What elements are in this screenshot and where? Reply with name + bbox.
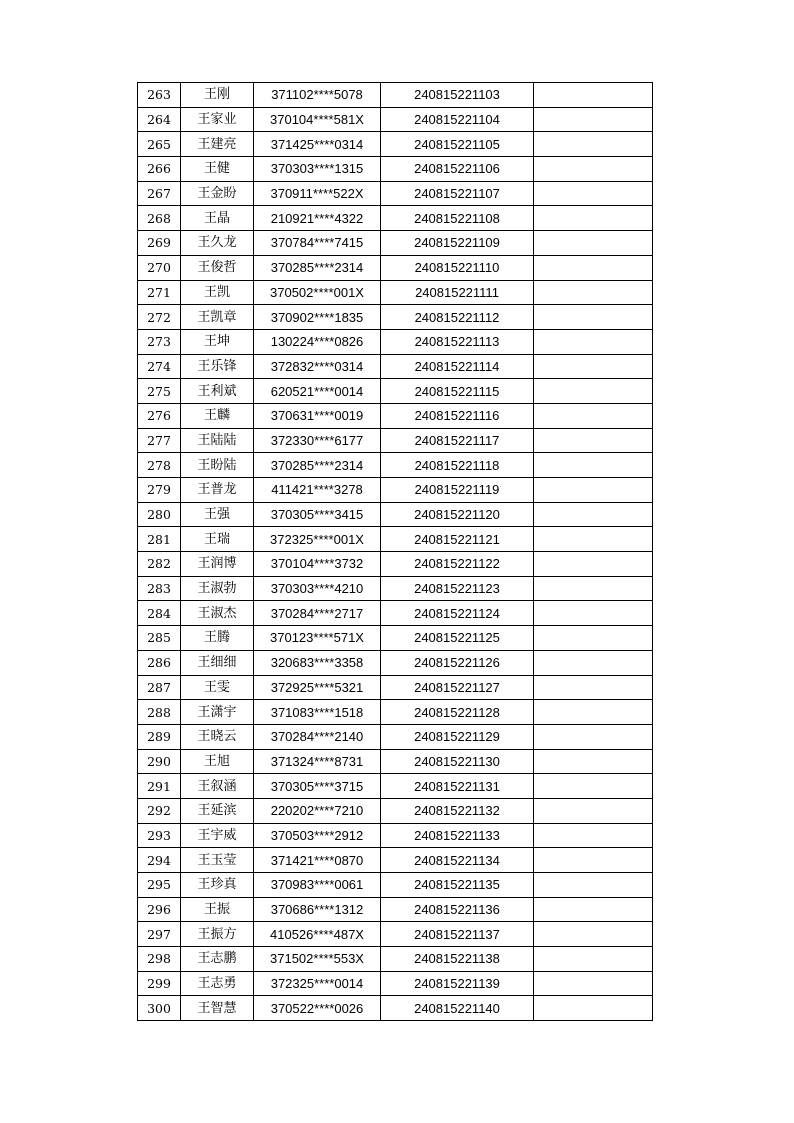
table-row [138,329,653,354]
note-cell [534,206,653,231]
name-cell: 王凯章 [181,305,254,330]
id-number-cell: 370284****2140 [254,724,381,749]
candidate-table [137,82,653,1021]
name-cell: 王久龙 [181,231,254,256]
name-cell: 王淑杰 [181,601,254,626]
note-cell [534,996,653,1021]
id-number-cell: 370123****571X [254,626,381,651]
id-number-cell: 370522****0026 [254,996,381,1021]
id-number-cell: 370784****7415 [254,231,381,256]
candidate-table-body [138,83,653,1021]
table-row [138,280,653,305]
table-row [138,453,653,478]
name-cell: 王振 [181,897,254,922]
table-row [138,502,653,527]
name-cell: 王志勇 [181,971,254,996]
name-cell: 王金盼 [181,181,254,206]
note-cell [534,700,653,725]
table-row [138,379,653,404]
name-cell: 王瑞 [181,527,254,552]
id-number-cell: 370983****0061 [254,873,381,898]
note-cell [534,453,653,478]
name-cell: 王延滨 [181,798,254,823]
id-number-cell: 370285****2314 [254,453,381,478]
note-cell [534,947,653,972]
row-number-cell: 273 [138,329,181,354]
id-number-cell: 370911****522X [254,181,381,206]
table-row [138,823,653,848]
ticket-number-cell: 240815221123 [381,576,534,601]
id-number-cell: 220202****7210 [254,798,381,823]
name-cell: 王家业 [181,107,254,132]
row-number-cell: 286 [138,650,181,675]
name-cell: 王强 [181,502,254,527]
table-row [138,700,653,725]
note-cell [534,774,653,799]
note-cell [534,971,653,996]
id-number-cell: 370104****581X [254,107,381,132]
id-number-cell: 371502****553X [254,947,381,972]
note-cell [534,873,653,898]
table-row [138,601,653,626]
row-number-cell: 264 [138,107,181,132]
ticket-number-cell: 240815221110 [381,255,534,280]
ticket-number-cell: 240815221104 [381,107,534,132]
row-number-cell: 263 [138,83,181,108]
row-number-cell: 281 [138,527,181,552]
id-number-cell: 370303****1315 [254,157,381,182]
note-cell [534,478,653,503]
note-cell [534,552,653,577]
row-number-cell: 269 [138,231,181,256]
table-row [138,107,653,132]
note-cell [534,798,653,823]
row-number-cell: 275 [138,379,181,404]
name-cell: 王盼陆 [181,453,254,478]
note-cell [534,823,653,848]
note-cell [534,403,653,428]
row-number-cell: 271 [138,280,181,305]
ticket-number-cell: 240815221106 [381,157,534,182]
id-number-cell: 370305****3715 [254,774,381,799]
table-row [138,971,653,996]
note-cell [534,280,653,305]
table-row [138,650,653,675]
ticket-number-cell: 240815221134 [381,848,534,873]
row-number-cell: 284 [138,601,181,626]
table-row [138,947,653,972]
row-number-cell: 283 [138,576,181,601]
ticket-number-cell: 240815221124 [381,601,534,626]
id-number-cell: 320683****3358 [254,650,381,675]
table-row [138,798,653,823]
ticket-number-cell: 240815221139 [381,971,534,996]
name-cell: 王陆陆 [181,428,254,453]
ticket-number-cell: 240815221121 [381,527,534,552]
table-row [138,724,653,749]
table-row [138,873,653,898]
name-cell: 王利斌 [181,379,254,404]
row-number-cell: 300 [138,996,181,1021]
row-number-cell: 297 [138,922,181,947]
row-number-cell: 296 [138,897,181,922]
ticket-number-cell: 240815221109 [381,231,534,256]
row-number-cell: 277 [138,428,181,453]
table-row [138,848,653,873]
row-number-cell: 278 [138,453,181,478]
ticket-number-cell: 240815221126 [381,650,534,675]
note-cell [534,626,653,651]
name-cell: 王腾 [181,626,254,651]
table-row [138,675,653,700]
name-cell: 王晶 [181,206,254,231]
note-cell [534,231,653,256]
note-cell [534,107,653,132]
name-cell: 王智慧 [181,996,254,1021]
id-number-cell: 372925****5321 [254,675,381,700]
table-row [138,478,653,503]
id-number-cell: 372325****001X [254,527,381,552]
name-cell: 王珍真 [181,873,254,898]
note-cell [534,724,653,749]
ticket-number-cell: 240815221117 [381,428,534,453]
ticket-number-cell: 240815221140 [381,996,534,1021]
table-row [138,157,653,182]
row-number-cell: 285 [138,626,181,651]
note-cell [534,181,653,206]
id-number-cell: 210921****4322 [254,206,381,231]
id-number-cell: 371421****0870 [254,848,381,873]
table-row [138,428,653,453]
name-cell: 王麟 [181,403,254,428]
note-cell [534,897,653,922]
id-number-cell: 372330****6177 [254,428,381,453]
note-cell [534,428,653,453]
ticket-number-cell: 240815221108 [381,206,534,231]
name-cell: 王振方 [181,922,254,947]
row-number-cell: 290 [138,749,181,774]
row-number-cell: 265 [138,132,181,157]
note-cell [534,601,653,626]
note-cell [534,527,653,552]
row-number-cell: 293 [138,823,181,848]
name-cell: 王健 [181,157,254,182]
table-row [138,996,653,1021]
id-number-cell: 371102****5078 [254,83,381,108]
id-number-cell: 370902****1835 [254,305,381,330]
ticket-number-cell: 240815221116 [381,403,534,428]
table-row [138,231,653,256]
name-cell: 王凯 [181,280,254,305]
ticket-number-cell: 240815221135 [381,873,534,898]
note-cell [534,502,653,527]
ticket-number-cell: 240815221111 [381,280,534,305]
row-number-cell: 280 [138,502,181,527]
row-number-cell: 291 [138,774,181,799]
ticket-number-cell: 240815221118 [381,453,534,478]
note-cell [534,132,653,157]
note-cell [534,329,653,354]
note-cell [534,255,653,280]
ticket-number-cell: 240815221120 [381,502,534,527]
id-number-cell: 371083****1518 [254,700,381,725]
id-number-cell: 130224****0826 [254,329,381,354]
name-cell: 王潇宇 [181,700,254,725]
ticket-number-cell: 240815221103 [381,83,534,108]
name-cell: 王乐锋 [181,354,254,379]
table-row [138,206,653,231]
name-cell: 王晓云 [181,724,254,749]
table-row [138,181,653,206]
id-number-cell: 371324****8731 [254,749,381,774]
table-row [138,305,653,330]
note-cell [534,922,653,947]
id-number-cell: 370631****0019 [254,403,381,428]
ticket-number-cell: 240815221132 [381,798,534,823]
table-row [138,527,653,552]
id-number-cell: 370285****2314 [254,255,381,280]
row-number-cell: 292 [138,798,181,823]
table-row [138,626,653,651]
table-row [138,354,653,379]
id-number-cell: 370502****001X [254,280,381,305]
note-cell [534,354,653,379]
note-cell [534,675,653,700]
table-row [138,749,653,774]
table-row [138,255,653,280]
name-cell: 王建亮 [181,132,254,157]
ticket-number-cell: 240815221112 [381,305,534,330]
ticket-number-cell: 240815221125 [381,626,534,651]
id-number-cell: 370686****1312 [254,897,381,922]
note-cell [534,650,653,675]
table-row [138,403,653,428]
id-number-cell: 372325****0014 [254,971,381,996]
note-cell [534,157,653,182]
table-row [138,576,653,601]
id-number-cell: 370284****2717 [254,601,381,626]
ticket-number-cell: 240815221131 [381,774,534,799]
ticket-number-cell: 240815221129 [381,724,534,749]
table-row [138,897,653,922]
row-number-cell: 295 [138,873,181,898]
name-cell: 王旭 [181,749,254,774]
ticket-number-cell: 240815221136 [381,897,534,922]
ticket-number-cell: 240815221137 [381,922,534,947]
table-row [138,922,653,947]
row-number-cell: 294 [138,848,181,873]
row-number-cell: 274 [138,354,181,379]
table-row [138,132,653,157]
ticket-number-cell: 240815221119 [381,478,534,503]
name-cell: 王志鹏 [181,947,254,972]
name-cell: 王坤 [181,329,254,354]
ticket-number-cell: 240815221115 [381,379,534,404]
id-number-cell: 410526****487X [254,922,381,947]
row-number-cell: 287 [138,675,181,700]
row-number-cell: 270 [138,255,181,280]
row-number-cell: 279 [138,478,181,503]
row-number-cell: 298 [138,947,181,972]
ticket-number-cell: 240815221138 [381,947,534,972]
id-number-cell: 370305****3415 [254,502,381,527]
table-row [138,552,653,577]
id-number-cell: 370104****3732 [254,552,381,577]
ticket-number-cell: 240815221105 [381,132,534,157]
note-cell [534,848,653,873]
id-number-cell: 372832****0314 [254,354,381,379]
row-number-cell: 289 [138,724,181,749]
row-number-cell: 266 [138,157,181,182]
name-cell: 王细细 [181,650,254,675]
name-cell: 王叙涵 [181,774,254,799]
row-number-cell: 267 [138,181,181,206]
row-number-cell: 268 [138,206,181,231]
note-cell [534,576,653,601]
name-cell: 王雯 [181,675,254,700]
note-cell [534,749,653,774]
name-cell: 王普龙 [181,478,254,503]
id-number-cell: 620521****0014 [254,379,381,404]
row-number-cell: 282 [138,552,181,577]
name-cell: 王刚 [181,83,254,108]
ticket-number-cell: 240815221133 [381,823,534,848]
table-row [138,774,653,799]
name-cell: 王俊哲 [181,255,254,280]
name-cell: 王玉莹 [181,848,254,873]
ticket-number-cell: 240815221107 [381,181,534,206]
row-number-cell: 272 [138,305,181,330]
name-cell: 王宇威 [181,823,254,848]
id-number-cell: 370303****4210 [254,576,381,601]
ticket-number-cell: 240815221114 [381,354,534,379]
note-cell [534,379,653,404]
ticket-number-cell: 240815221122 [381,552,534,577]
ticket-number-cell: 240815221128 [381,700,534,725]
note-cell [534,83,653,108]
note-cell [534,305,653,330]
ticket-number-cell: 240815221127 [381,675,534,700]
name-cell: 王润博 [181,552,254,577]
id-number-cell: 411421****3278 [254,478,381,503]
id-number-cell: 370503****2912 [254,823,381,848]
table-row [138,83,653,108]
ticket-number-cell: 240815221113 [381,329,534,354]
ticket-number-cell: 240815221130 [381,749,534,774]
row-number-cell: 299 [138,971,181,996]
name-cell: 王淑勃 [181,576,254,601]
row-number-cell: 276 [138,403,181,428]
id-number-cell: 371425****0314 [254,132,381,157]
row-number-cell: 288 [138,700,181,725]
